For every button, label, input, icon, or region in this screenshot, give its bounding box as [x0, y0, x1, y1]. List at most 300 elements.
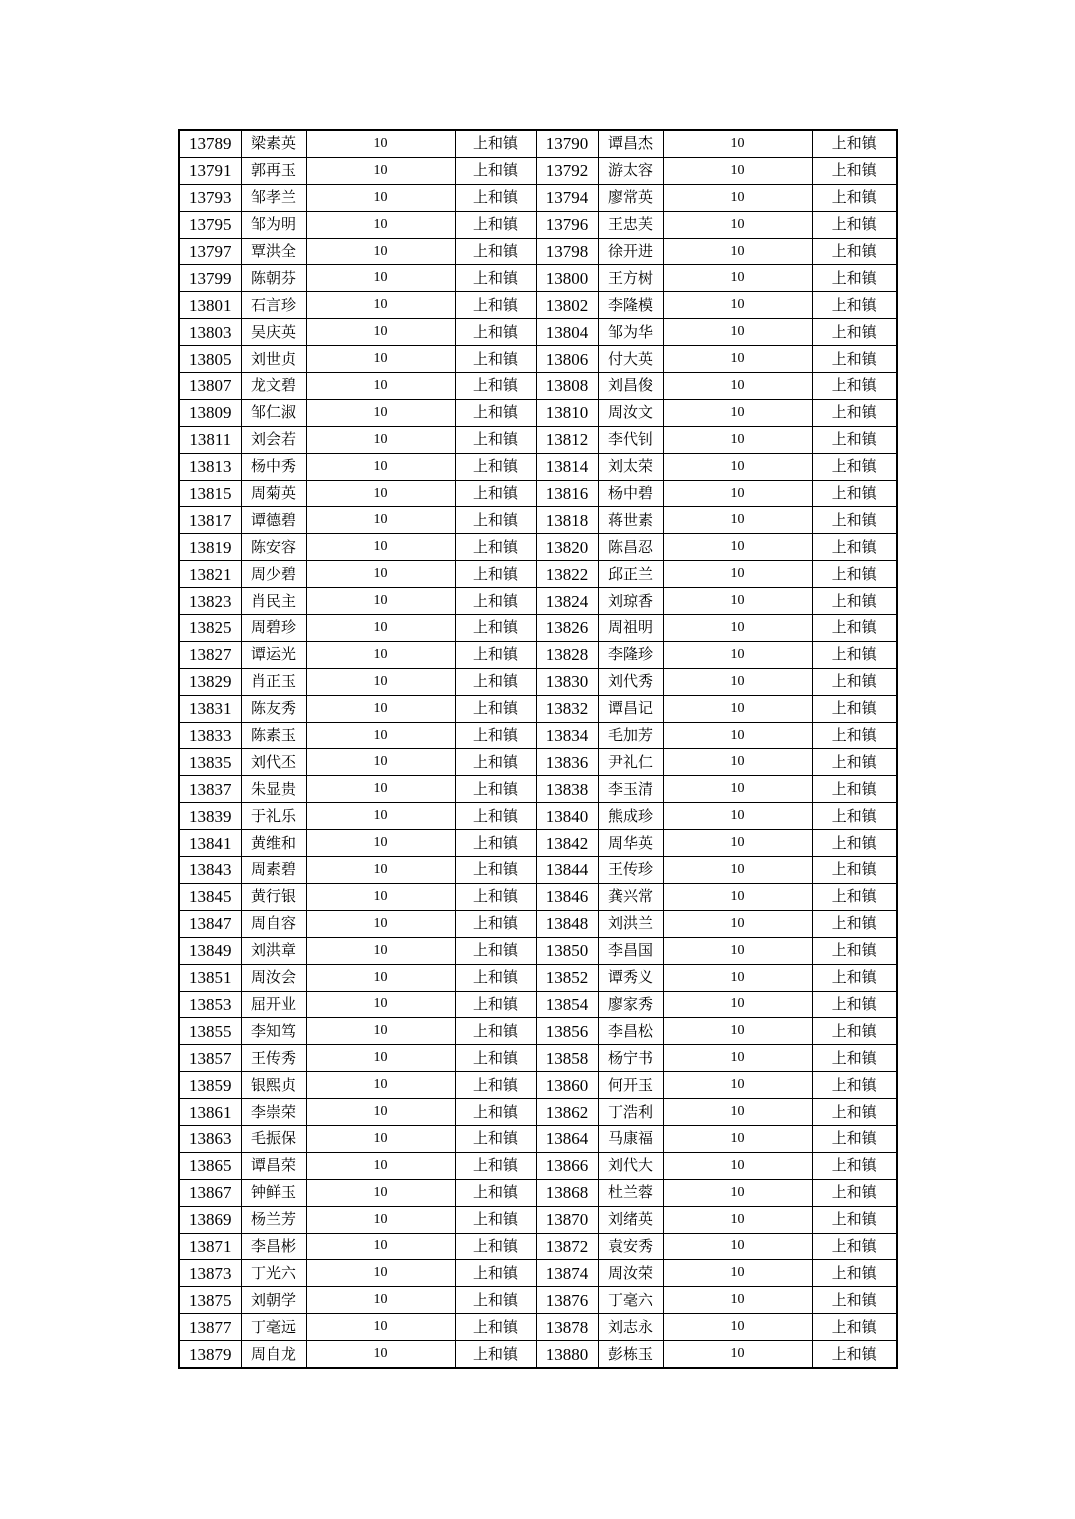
table-row [179, 1072, 897, 1099]
amount-right: 10 [663, 641, 812, 668]
person-name-left: 钟鲜玉 [241, 1179, 306, 1206]
amount-left: 10 [306, 1099, 455, 1126]
record-id-left: 13853 [179, 991, 241, 1018]
amount-right: 10 [663, 615, 812, 642]
town-name-left: 上和镇 [455, 883, 536, 910]
town-name-left: 上和镇 [455, 615, 536, 642]
amount-right: 10 [663, 830, 812, 857]
table-row [179, 346, 897, 373]
amount-left: 10 [306, 157, 455, 184]
person-name-left: 周少碧 [241, 561, 306, 588]
town-name-left: 上和镇 [455, 346, 536, 373]
record-id-left: 13869 [179, 1206, 241, 1233]
amount-left: 10 [306, 561, 455, 588]
record-id-right: 13848 [536, 910, 598, 937]
town-name-right: 上和镇 [812, 1260, 897, 1287]
record-id-left: 13797 [179, 238, 241, 265]
record-id-right: 13792 [536, 157, 598, 184]
person-name-left: 朱显贵 [241, 776, 306, 803]
record-id-right: 13872 [536, 1233, 598, 1260]
record-id-right: 13810 [536, 399, 598, 426]
record-id-left: 13833 [179, 722, 241, 749]
person-name-right: 谭昌记 [598, 695, 663, 722]
amount-right: 10 [663, 1206, 812, 1233]
amount-right: 10 [663, 1152, 812, 1179]
record-id-left: 13815 [179, 480, 241, 507]
table-row [179, 910, 897, 937]
record-id-right: 13842 [536, 830, 598, 857]
amount-left: 10 [306, 130, 455, 157]
amount-left: 10 [306, 319, 455, 346]
person-name-right: 杜兰蓉 [598, 1179, 663, 1206]
amount-left: 10 [306, 1287, 455, 1314]
amount-left: 10 [306, 991, 455, 1018]
amount-left: 10 [306, 1233, 455, 1260]
town-name-left: 上和镇 [455, 1099, 536, 1126]
table-row [179, 722, 897, 749]
record-id-left: 13865 [179, 1152, 241, 1179]
record-id-left: 13827 [179, 641, 241, 668]
person-name-left: 谭昌荣 [241, 1152, 306, 1179]
table-row [179, 883, 897, 910]
person-name-left: 周自容 [241, 910, 306, 937]
town-name-left: 上和镇 [455, 722, 536, 749]
town-name-left: 上和镇 [455, 749, 536, 776]
person-name-right: 熊成珍 [598, 803, 663, 830]
town-name-left: 上和镇 [455, 668, 536, 695]
town-name-right: 上和镇 [812, 588, 897, 615]
town-name-right: 上和镇 [812, 157, 897, 184]
record-id-left: 13855 [179, 1018, 241, 1045]
person-name-right: 周祖明 [598, 615, 663, 642]
record-id-right: 13880 [536, 1341, 598, 1368]
record-id-left: 13805 [179, 346, 241, 373]
town-name-left: 上和镇 [455, 910, 536, 937]
town-name-right: 上和镇 [812, 803, 897, 830]
table-row [179, 292, 897, 319]
town-name-left: 上和镇 [455, 130, 536, 157]
town-name-right: 上和镇 [812, 695, 897, 722]
record-id-right: 13840 [536, 803, 598, 830]
record-id-right: 13844 [536, 857, 598, 884]
town-name-left: 上和镇 [455, 1341, 536, 1368]
amount-left: 10 [306, 830, 455, 857]
person-name-right: 尹礼仁 [598, 749, 663, 776]
table-row [179, 668, 897, 695]
table-row [179, 615, 897, 642]
amount-left: 10 [306, 534, 455, 561]
record-id-right: 13876 [536, 1287, 598, 1314]
table-row [179, 373, 897, 400]
town-name-right: 上和镇 [812, 1341, 897, 1368]
amount-left: 10 [306, 426, 455, 453]
amount-right: 10 [663, 211, 812, 238]
record-id-right: 13808 [536, 373, 598, 400]
person-name-left: 陈友秀 [241, 695, 306, 722]
record-id-left: 13879 [179, 1341, 241, 1368]
person-name-right: 毛加芳 [598, 722, 663, 749]
table-row [179, 157, 897, 184]
person-name-left: 周汝会 [241, 964, 306, 991]
amount-right: 10 [663, 749, 812, 776]
amount-right: 10 [663, 453, 812, 480]
table-row [179, 857, 897, 884]
amount-right: 10 [663, 426, 812, 453]
table-row [179, 1045, 897, 1072]
record-id-left: 13793 [179, 184, 241, 211]
amount-left: 10 [306, 1260, 455, 1287]
record-id-left: 13829 [179, 668, 241, 695]
person-name-left: 刘会若 [241, 426, 306, 453]
person-name-left: 周菊英 [241, 480, 306, 507]
amount-right: 10 [663, 346, 812, 373]
town-name-left: 上和镇 [455, 157, 536, 184]
record-id-left: 13799 [179, 265, 241, 292]
person-name-right: 刘太荣 [598, 453, 663, 480]
amount-right: 10 [663, 238, 812, 265]
record-id-left: 13873 [179, 1260, 241, 1287]
amount-left: 10 [306, 749, 455, 776]
record-id-right: 13796 [536, 211, 598, 238]
amount-right: 10 [663, 292, 812, 319]
town-name-left: 上和镇 [455, 265, 536, 292]
amount-left: 10 [306, 1206, 455, 1233]
record-id-right: 13864 [536, 1125, 598, 1152]
town-name-left: 上和镇 [455, 1152, 536, 1179]
town-name-left: 上和镇 [455, 1179, 536, 1206]
person-name-left: 黄行银 [241, 883, 306, 910]
record-id-left: 13847 [179, 910, 241, 937]
record-id-left: 13791 [179, 157, 241, 184]
record-id-left: 13839 [179, 803, 241, 830]
amount-right: 10 [663, 1179, 812, 1206]
person-name-right: 刘琼香 [598, 588, 663, 615]
table-row [179, 319, 897, 346]
town-name-right: 上和镇 [812, 265, 897, 292]
record-id-right: 13858 [536, 1045, 598, 1072]
amount-right: 10 [663, 507, 812, 534]
person-name-right: 丁毫六 [598, 1287, 663, 1314]
person-name-left: 陈安容 [241, 534, 306, 561]
town-name-left: 上和镇 [455, 426, 536, 453]
town-name-right: 上和镇 [812, 238, 897, 265]
record-id-right: 13820 [536, 534, 598, 561]
amount-left: 10 [306, 1341, 455, 1368]
person-name-left: 覃洪全 [241, 238, 306, 265]
person-name-right: 徐开进 [598, 238, 663, 265]
table-row [179, 588, 897, 615]
amount-left: 10 [306, 1018, 455, 1045]
record-id-left: 13859 [179, 1072, 241, 1099]
person-name-right: 杨中碧 [598, 480, 663, 507]
person-name-left: 刘洪章 [241, 937, 306, 964]
town-name-left: 上和镇 [455, 964, 536, 991]
person-name-left: 黄维和 [241, 830, 306, 857]
person-name-right: 刘代大 [598, 1152, 663, 1179]
amount-left: 10 [306, 507, 455, 534]
record-id-right: 13852 [536, 964, 598, 991]
town-name-right: 上和镇 [812, 1287, 897, 1314]
record-id-left: 13861 [179, 1099, 241, 1126]
record-id-right: 13856 [536, 1018, 598, 1045]
record-id-right: 13822 [536, 561, 598, 588]
record-id-right: 13868 [536, 1179, 598, 1206]
amount-left: 10 [306, 1152, 455, 1179]
amount-right: 10 [663, 373, 812, 400]
town-name-left: 上和镇 [455, 1260, 536, 1287]
amount-left: 10 [306, 1125, 455, 1152]
person-name-left: 邹孝兰 [241, 184, 306, 211]
town-name-right: 上和镇 [812, 211, 897, 238]
record-id-left: 13857 [179, 1045, 241, 1072]
amount-left: 10 [306, 776, 455, 803]
record-id-left: 13789 [179, 130, 241, 157]
person-name-left: 于礼乐 [241, 803, 306, 830]
town-name-right: 上和镇 [812, 1206, 897, 1233]
record-id-left: 13845 [179, 883, 241, 910]
person-name-right: 王方树 [598, 265, 663, 292]
record-id-left: 13817 [179, 507, 241, 534]
amount-left: 10 [306, 292, 455, 319]
town-name-right: 上和镇 [812, 1099, 897, 1126]
record-id-right: 13816 [536, 480, 598, 507]
town-name-left: 上和镇 [455, 480, 536, 507]
amount-right: 10 [663, 561, 812, 588]
person-name-left: 李昌彬 [241, 1233, 306, 1260]
amount-left: 10 [306, 211, 455, 238]
person-name-left: 陈朝芬 [241, 265, 306, 292]
table-row [179, 641, 897, 668]
town-name-left: 上和镇 [455, 534, 536, 561]
table-row [179, 1125, 897, 1152]
amount-left: 10 [306, 883, 455, 910]
town-name-right: 上和镇 [812, 641, 897, 668]
record-id-right: 13818 [536, 507, 598, 534]
table-row [179, 426, 897, 453]
person-name-left: 吴庆英 [241, 319, 306, 346]
town-name-right: 上和镇 [812, 857, 897, 884]
person-name-right: 刘代秀 [598, 668, 663, 695]
town-name-right: 上和镇 [812, 883, 897, 910]
amount-right: 10 [663, 157, 812, 184]
amount-right: 10 [663, 480, 812, 507]
record-id-left: 13823 [179, 588, 241, 615]
table-row [179, 1206, 897, 1233]
table-row [179, 776, 897, 803]
table-row [179, 1314, 897, 1341]
record-id-left: 13837 [179, 776, 241, 803]
record-id-left: 13871 [179, 1233, 241, 1260]
person-name-right: 刘昌俊 [598, 373, 663, 400]
record-id-right: 13854 [536, 991, 598, 1018]
town-name-left: 上和镇 [455, 803, 536, 830]
town-name-left: 上和镇 [455, 238, 536, 265]
record-id-right: 13860 [536, 1072, 598, 1099]
person-name-right: 彭栋玉 [598, 1341, 663, 1368]
person-name-right: 陈昌忍 [598, 534, 663, 561]
person-name-left: 刘代丕 [241, 749, 306, 776]
table-row [179, 184, 897, 211]
person-name-right: 游太容 [598, 157, 663, 184]
amount-right: 10 [663, 588, 812, 615]
town-name-right: 上和镇 [812, 1152, 897, 1179]
amount-right: 10 [663, 776, 812, 803]
town-name-left: 上和镇 [455, 776, 536, 803]
table-row [179, 534, 897, 561]
person-name-left: 梁素英 [241, 130, 306, 157]
amount-left: 10 [306, 668, 455, 695]
record-id-right: 13846 [536, 883, 598, 910]
table-row [179, 238, 897, 265]
town-name-left: 上和镇 [455, 588, 536, 615]
town-name-left: 上和镇 [455, 830, 536, 857]
amount-left: 10 [306, 641, 455, 668]
person-name-right: 丁浩利 [598, 1099, 663, 1126]
town-name-left: 上和镇 [455, 184, 536, 211]
town-name-right: 上和镇 [812, 1045, 897, 1072]
person-name-right: 李昌国 [598, 937, 663, 964]
town-name-left: 上和镇 [455, 1018, 536, 1045]
person-name-right: 李玉清 [598, 776, 663, 803]
amount-right: 10 [663, 1341, 812, 1368]
record-id-right: 13870 [536, 1206, 598, 1233]
amount-right: 10 [663, 399, 812, 426]
record-id-left: 13875 [179, 1287, 241, 1314]
record-id-right: 13814 [536, 453, 598, 480]
person-name-left: 邹为明 [241, 211, 306, 238]
person-name-left: 郭再玉 [241, 157, 306, 184]
person-name-right: 李隆模 [598, 292, 663, 319]
amount-right: 10 [663, 722, 812, 749]
amount-right: 10 [663, 910, 812, 937]
person-name-left: 屈开业 [241, 991, 306, 1018]
amount-left: 10 [306, 588, 455, 615]
table-row [179, 399, 897, 426]
record-id-right: 13862 [536, 1099, 598, 1126]
person-name-right: 李昌松 [598, 1018, 663, 1045]
amount-right: 10 [663, 803, 812, 830]
person-name-left: 谭运光 [241, 641, 306, 668]
person-name-right: 刘志永 [598, 1314, 663, 1341]
town-name-right: 上和镇 [812, 561, 897, 588]
town-name-right: 上和镇 [812, 668, 897, 695]
person-name-right: 周汝文 [598, 399, 663, 426]
record-id-left: 13851 [179, 964, 241, 991]
town-name-right: 上和镇 [812, 534, 897, 561]
amount-left: 10 [306, 184, 455, 211]
person-name-right: 邱正兰 [598, 561, 663, 588]
record-id-right: 13794 [536, 184, 598, 211]
amount-left: 10 [306, 1314, 455, 1341]
person-name-right: 廖常英 [598, 184, 663, 211]
amount-right: 10 [663, 265, 812, 292]
record-id-right: 13834 [536, 722, 598, 749]
table-row [179, 1233, 897, 1260]
person-name-right: 马康福 [598, 1125, 663, 1152]
person-name-right: 付大英 [598, 346, 663, 373]
record-id-right: 13836 [536, 749, 598, 776]
amount-right: 10 [663, 964, 812, 991]
town-name-left: 上和镇 [455, 292, 536, 319]
amount-left: 10 [306, 1072, 455, 1099]
amount-right: 10 [663, 937, 812, 964]
person-name-left: 石言珍 [241, 292, 306, 319]
town-name-right: 上和镇 [812, 1072, 897, 1099]
person-name-right: 李代钊 [598, 426, 663, 453]
record-id-left: 13877 [179, 1314, 241, 1341]
town-name-left: 上和镇 [455, 1233, 536, 1260]
amount-right: 10 [663, 1125, 812, 1152]
town-name-right: 上和镇 [812, 776, 897, 803]
record-id-right: 13802 [536, 292, 598, 319]
town-name-right: 上和镇 [812, 964, 897, 991]
person-name-left: 肖民主 [241, 588, 306, 615]
amount-right: 10 [663, 1314, 812, 1341]
town-name-right: 上和镇 [812, 399, 897, 426]
record-id-left: 13841 [179, 830, 241, 857]
town-name-left: 上和镇 [455, 641, 536, 668]
amount-right: 10 [663, 184, 812, 211]
town-name-right: 上和镇 [812, 1125, 897, 1152]
person-name-right: 杨宁书 [598, 1045, 663, 1072]
record-id-left: 13803 [179, 319, 241, 346]
town-name-right: 上和镇 [812, 507, 897, 534]
amount-left: 10 [306, 238, 455, 265]
record-id-left: 13825 [179, 615, 241, 642]
record-id-right: 13790 [536, 130, 598, 157]
amount-left: 10 [306, 373, 455, 400]
amount-right: 10 [663, 1072, 812, 1099]
person-name-left: 刘朝学 [241, 1287, 306, 1314]
town-name-left: 上和镇 [455, 319, 536, 346]
town-name-right: 上和镇 [812, 1233, 897, 1260]
record-id-right: 13804 [536, 319, 598, 346]
town-name-left: 上和镇 [455, 399, 536, 426]
amount-left: 10 [306, 803, 455, 830]
table-row [179, 991, 897, 1018]
record-id-right: 13798 [536, 238, 598, 265]
table-row [179, 1260, 897, 1287]
record-id-right: 13824 [536, 588, 598, 615]
amount-left: 10 [306, 857, 455, 884]
amount-right: 10 [663, 130, 812, 157]
record-id-left: 13807 [179, 373, 241, 400]
town-name-right: 上和镇 [812, 830, 897, 857]
roster-body [179, 130, 897, 1368]
table-row [179, 1018, 897, 1045]
table-row [179, 130, 897, 157]
table-row [179, 1099, 897, 1126]
record-id-left: 13863 [179, 1125, 241, 1152]
amount-right: 10 [663, 1233, 812, 1260]
table-row [179, 964, 897, 991]
person-name-left: 龙文碧 [241, 373, 306, 400]
town-name-right: 上和镇 [812, 1179, 897, 1206]
record-id-left: 13835 [179, 749, 241, 776]
amount-right: 10 [663, 534, 812, 561]
amount-right: 10 [663, 1260, 812, 1287]
town-name-left: 上和镇 [455, 373, 536, 400]
record-id-right: 13800 [536, 265, 598, 292]
person-name-right: 袁安秀 [598, 1233, 663, 1260]
amount-left: 10 [306, 399, 455, 426]
table-row [179, 830, 897, 857]
table-row [179, 480, 897, 507]
person-name-right: 周华英 [598, 830, 663, 857]
amount-left: 10 [306, 480, 455, 507]
amount-left: 10 [306, 453, 455, 480]
person-name-left: 刘世贞 [241, 346, 306, 373]
